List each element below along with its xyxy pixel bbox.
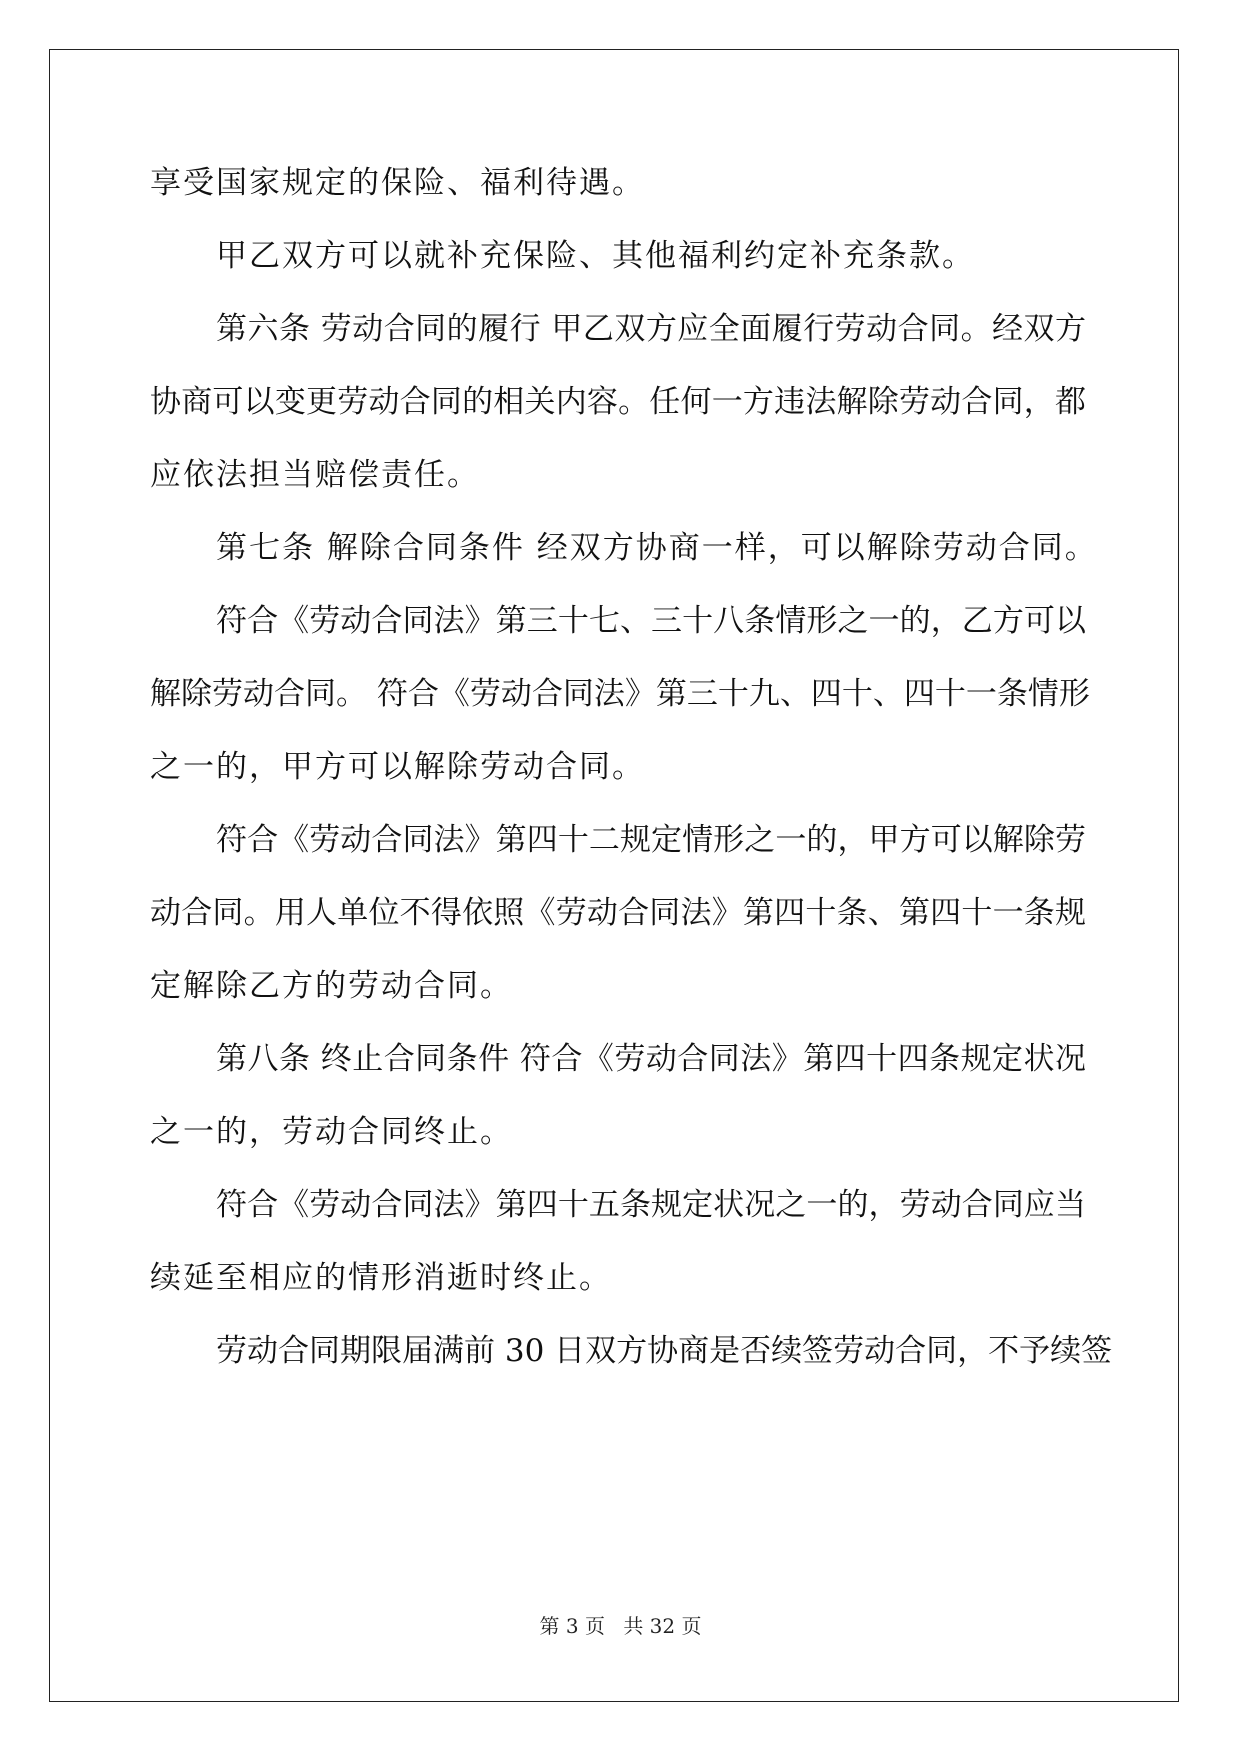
text-line: 第七条 解除合同条件 经双方协商一样，可以解除劳动合同。 [216, 530, 1098, 566]
text-line: 甲乙双方可以就补充保险、其他福利约定补充条款。 [216, 238, 975, 274]
text-line: 之一的，甲方可以解除劳动合同。 [150, 749, 645, 785]
text-line: 劳动合同期限届满前 30 日双方协商是否续签劳动合同，不予续签 [216, 1333, 1113, 1369]
page-number: 第 3 页 [539, 1614, 605, 1638]
text-line: 动合同。用人单位不得依照《劳动合同法》第四十条、第四十一条规 [150, 895, 1086, 931]
text-line: 应依法担当赔偿责任。 [150, 457, 480, 493]
text-line: 符合《劳动合同法》第四十二规定情形之一的，甲方可以解除劳 [216, 822, 1086, 858]
page-total: 共 32 页 [623, 1614, 702, 1638]
text-line: 之一的，劳动合同终止。 [150, 1114, 513, 1150]
text-line: 第八条 终止合同条件 符合《劳动合同法》第四十四条规定状况 [216, 1041, 1086, 1077]
page-footer [0, 1612, 1241, 1640]
text-line: 续延至相应的情形消逝时终止。 [150, 1260, 612, 1296]
text-line: 协商可以变更劳动合同的相关内容。任何一方违法解除劳动合同，都 [150, 384, 1086, 420]
text-line: 定解除乙方的劳动合同。 [150, 968, 513, 1004]
text-line: 符合《劳动合同法》第四十五条规定状况之一的，劳动合同应当 [216, 1187, 1086, 1223]
text-line: 第六条 劳动合同的履行 甲乙双方应全面履行劳动合同。经双方 [216, 311, 1086, 347]
text-line: 符合《劳动合同法》第三十七、三十八条情形之一的，乙方可以 [216, 603, 1086, 639]
text-line: 解除劳动合同。 符合《劳动合同法》第三十九、四十、四十一条情形 [150, 676, 1090, 712]
page-border [49, 49, 1179, 1702]
text-line: 享受国家规定的保险、福利待遇。 [150, 165, 645, 201]
